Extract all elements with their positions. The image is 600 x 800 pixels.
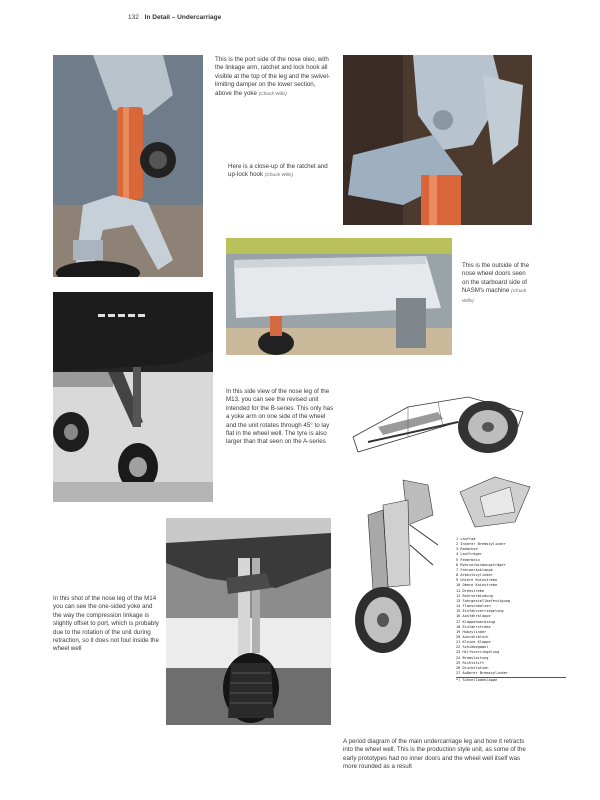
parts-list-item: 9 Untere Kniestrebe bbox=[456, 578, 498, 583]
parts-list-item: 21 Kleine Klappe bbox=[456, 640, 491, 645]
page-number: 132 bbox=[128, 14, 139, 21]
parts-list-item: 26 Druckstutzen bbox=[456, 665, 489, 670]
parts-list-item: 14 Flanschbolzen bbox=[456, 604, 491, 609]
diagram-retraction-view bbox=[348, 367, 533, 467]
parts-list-item: 8 Arbeitszylinder bbox=[456, 573, 493, 578]
photo-ratchet-closeup bbox=[343, 55, 532, 225]
parts-list-item: 12 Rohrverbindung bbox=[456, 593, 493, 598]
running-header bbox=[128, 14, 221, 21]
parts-list-item: 2 Innerer Bremszylinder bbox=[456, 542, 506, 547]
photo-m14-nose-leg bbox=[166, 518, 331, 725]
parts-list-footnote: *) Schnelladeklappe bbox=[456, 677, 566, 683]
parts-list-item: 5 Federbein bbox=[456, 557, 480, 562]
parts-list-item: 3 Radachse bbox=[456, 547, 478, 552]
parts-list-item: 1 Laufrad bbox=[456, 537, 476, 541]
caption-period-diagram: A period diagram of the main undercarriage leg and how it retracts into the wheel well. This is the production style unit, as some of the early prototypes had no inner doors and the wheel well itself was more rounded as a result bbox=[343, 738, 526, 771]
parts-list-item: 19 Hubzylinder bbox=[456, 629, 487, 634]
parts-list-item: 18 Einfahrstrebe bbox=[456, 624, 491, 629]
diagram-main-leg bbox=[348, 475, 453, 665]
photo-credit: (Chuck Wills) bbox=[462, 289, 527, 304]
section-title: In Detail – Undercarriage bbox=[144, 14, 222, 21]
photo-m13-side-view bbox=[53, 292, 213, 502]
parts-list-item: 20 Ausrohrblech bbox=[456, 634, 489, 639]
caption-m13-side-view: In this side view of the nose leg of the M13, you can see the revised unit intended for the B-series. This only has a yoke arm on one side of the wheel and the unit rotates through 45° to lay flat in the wheel well. The tyre is also larger than that seen on the A-series bbox=[226, 388, 334, 446]
caption-m14-nose-leg: In this shot of the nose leg of the M14 you can see the one-sided yoke and the way the compression linkage is slightly offset to port, which is probably due to the rotation of the unit during retraction, so it does not foul inside the wheel well bbox=[53, 595, 159, 653]
caption-ratchet-closeup: Here is a close-up of the ratchet and up-lock hook (Chuck Wills) bbox=[228, 163, 328, 179]
parts-list-item: 7 Fahrwerksklappe bbox=[456, 567, 493, 572]
caption-nose-oleo-port: This is the port side of the nose oleo, with the linkage arm, ratchet and lock hook all visible at the top of the leg and the swivel-limiting damper on the lower section, above the yoke (Chuck Wills) bbox=[215, 56, 330, 97]
parts-list-item: 16 Ausfahrklappe bbox=[456, 614, 491, 619]
parts-list-item: 6 Rohrverbindungsträger bbox=[456, 562, 506, 567]
photo-nose-oleo-port bbox=[53, 55, 203, 277]
photo-nose-wheel-doors bbox=[226, 238, 452, 355]
parts-list-item: 10 Obere Kniestrebe bbox=[456, 583, 498, 588]
diagram-parts-list bbox=[456, 537, 566, 683]
parts-list-item: 15 Einfahrverriegelung bbox=[456, 609, 504, 614]
photo-credit: (Chuck Wills) bbox=[264, 173, 294, 179]
parts-list-item: 22 Schiebegabel bbox=[456, 645, 489, 650]
parts-list-item: 24 Bremsleitung bbox=[456, 655, 489, 660]
parts-list-item: 11 Drehstrebe bbox=[456, 588, 485, 593]
diagram-wheel-well bbox=[455, 472, 533, 530]
parts-list-item: 4 Laufträger bbox=[456, 552, 482, 557]
parts-list-item: 13 Fahrgestellbefestigung bbox=[456, 598, 511, 603]
parts-list-item: 27 Äußerer Bremszylinder bbox=[456, 671, 508, 676]
parts-list-item: 17 Klappenwerkzeug bbox=[456, 619, 495, 624]
parts-list-item: 25 Richtstift bbox=[456, 660, 485, 665]
parts-list-item: 23 Hilfsverriegelung bbox=[456, 650, 500, 655]
caption-nose-wheel-doors: This is the outside of the nose wheel doors seen on the starboard side of NASM's machine (Chuck Wills) bbox=[462, 262, 530, 304]
photo-credit: (Chuck Wills) bbox=[258, 91, 287, 97]
